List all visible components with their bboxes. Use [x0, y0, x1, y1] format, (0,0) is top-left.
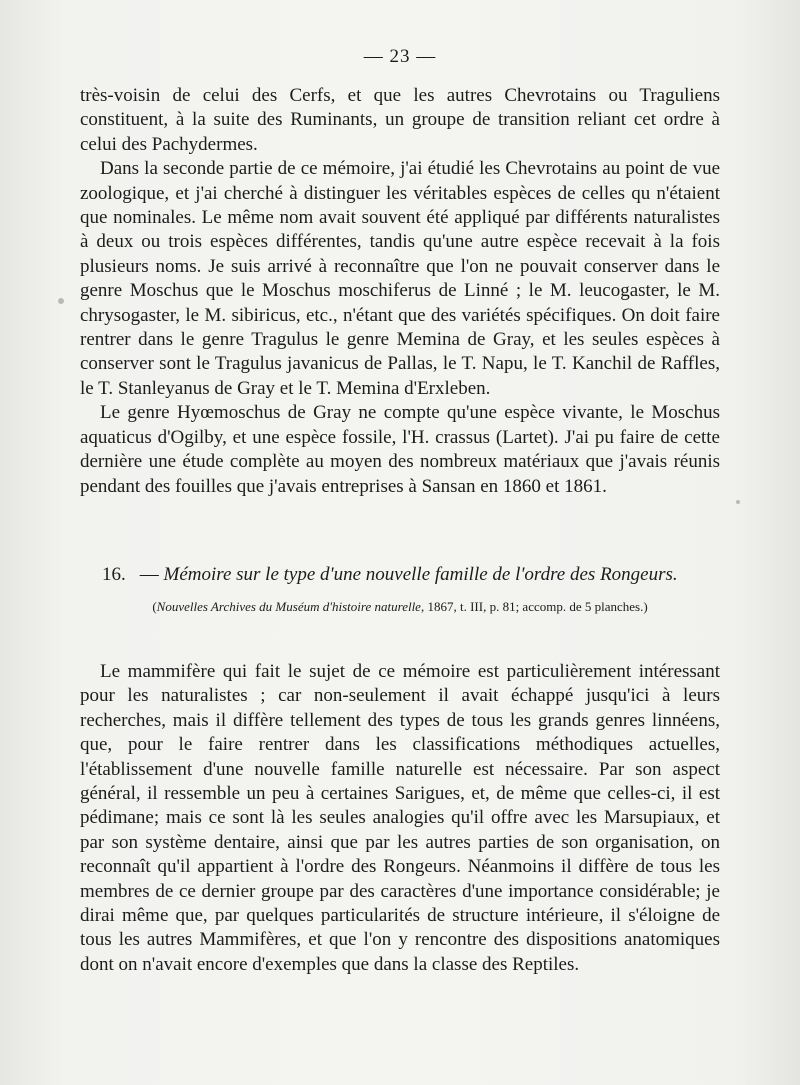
- citation-details: , 1867, t. III, p. 81; accomp. de 5 planches.): [420, 599, 648, 614]
- top-text-block: [80, 84, 720, 499]
- citation: [0, 598, 800, 616]
- paragraph: Dans la seconde partie de ce mémoire, j'ai étudié les Chevrotains au point de vue zoologique, et j'ai cherché à distinguer les véritables espèces de celles qu n'étaient que nominales. Le même nom avait souvent été appliqué par différents naturalistes à deux ou trois espèces différentes, tandis qu'une autre espèce recevait à la fois plusieurs noms. Je suis arrivé à reconnaître que l'on ne pouvait conserver dans le genre Moschus que le Moschus moschiferus de Linné ; le M. leucogaster, le M. chrysogaster, le M. sibiricus, etc., n'étant que des variétés spécifiques. On doit faire rentrer dans le genre Tragulus le genre Memina de Gray, et les seules espèces à conserver sont le Tragulus javanicus de Pallas, le T. Napu, le T. Kanchil de Raffles, le T. Stanleyanus de Gray et le T. Memina d'Erxleben.: [80, 158, 720, 399]
- section-heading: [80, 563, 742, 587]
- section-number: 16.: [102, 564, 126, 585]
- citation-open: (: [152, 599, 157, 614]
- section-title: Mémoire sur le type d'une nouvelle famille de l'ordre des Rongeurs.: [163, 564, 678, 585]
- citation-journal: Nouvelles Archives du Muséum d'histoire naturelle: [156, 599, 421, 614]
- paper-speck: [736, 500, 740, 504]
- paragraph: Le mammifère qui fait le sujet de ce mémoire est particulièrement intéressant pour les naturalistes ; car non-seulement il avait échappé jusqu'ici à leurs recherches, mais il diffère tellement des types de tous les grands genres linnéens, que, pour le faire rentrer dans les classifications méthodiques actuelles, l'établissement d'une nouvelle famille naturelle est nécessaire. Par son aspect général, il ressemble un peu à certaines Sarigues, et, de même que celles-ci, il est pédimane; mais ce sont là les seules analogies qu'il offre avec les Marsupiaux, et par son système dentaire, ainsi que par les autres parties de son organisation, on reconnaît qu'il appartient à l'ordre des Rongeurs. Néanmoins il diffère de tous les membres de ce dernier groupe par des caractères d'une importance considérable; je dirai même que, par quelques particularités de structure intérieure, il s'éloigne de tous les autres Mammifères, et que l'on y rencontre des dispositions anatomiques dont on n'avait encore d'exemples que dans la classe des Reptiles.: [80, 661, 720, 975]
- section-dash: —: [139, 564, 159, 585]
- page-number: — 23 —: [363, 46, 437, 67]
- paper-speck: [58, 298, 64, 304]
- paragraph: très-voisin de celui des Cerfs, et que les autres Chevrotains ou Traguliens constituent, à la suite des Ruminants, un groupe de transition reliant cet ordre à celui des Pachydermes.: [80, 85, 720, 155]
- paragraph: Le genre Hyœmoschus de Gray ne compte qu'une espèce vivante, le Moschus aquaticus d'Ogilby, et une espèce fossile, l'H. crassus (Lartet). J'ai pu faire de cette dernière une étude complète au moyen des nombreux matériaux que j'avais réunis pendant des fouilles que j'avais entreprises à Sansan en 1860 et 1861.: [80, 402, 720, 497]
- bottom-text-block: [80, 660, 720, 977]
